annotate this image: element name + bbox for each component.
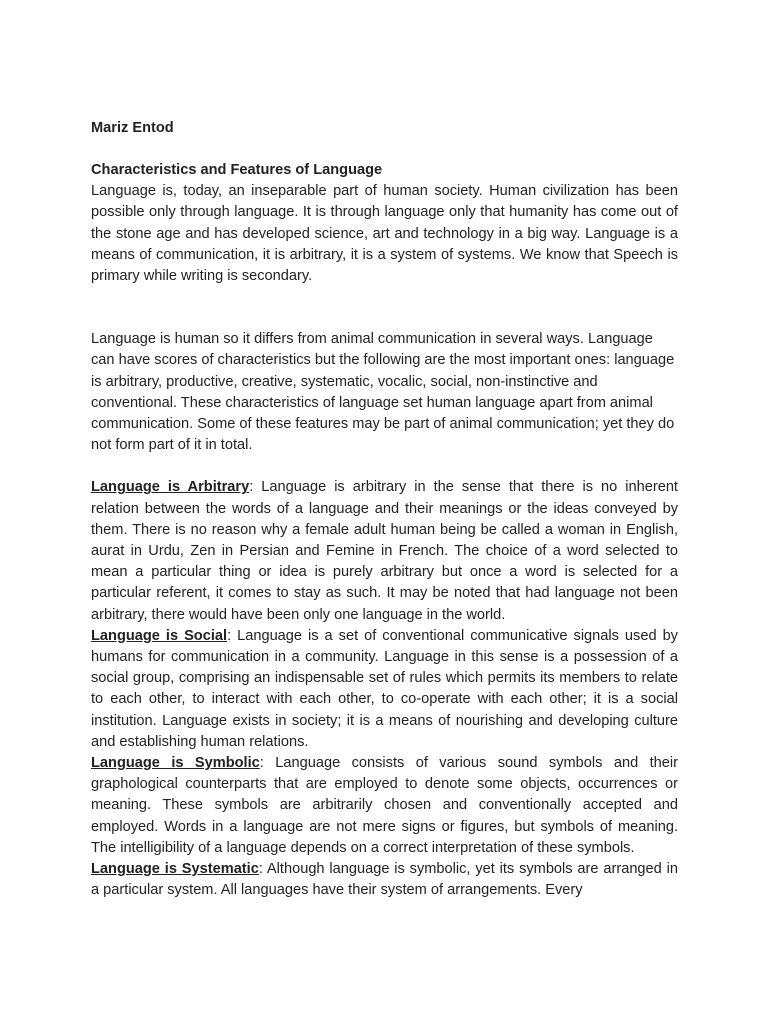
section-arbitrary (91, 477, 678, 625)
section-heading-symbolic: Language is Symbolic (91, 755, 260, 772)
author-name: Mariz Entod (91, 120, 174, 136)
section-body-social: : Language is a set of conventional communicative signals used by humans for communication in a community. Language in this sense is a possession of a social group, comprising an indispensable set of rules which permits its members to relate to each other, to interact with each other, to co-operate with each other; it is a social institution. Language exists in society; it is a means of nourishing and developing culture and establishing human relations. (91, 627, 678, 750)
section-systematic (91, 859, 678, 901)
spacer (91, 139, 678, 160)
section-heading-arbitrary: Language is Arbitrary (91, 479, 250, 496)
section-social (91, 626, 678, 753)
spacer (91, 287, 678, 329)
section-heading-systematic: Language is Systematic (91, 861, 259, 878)
section-body-systematic: : Although language is symbolic, yet its symbols are arranged in a particular system. All languages have their system of arrangements. Every (91, 861, 678, 899)
spacer (91, 456, 678, 477)
second-paragraph: Language is human so it differs from animal communication in several ways. Language can have scores of characteristics but the following are the most important ones: language is arbitrary, productive, creative, systematic, vocalic, social, non-instinctive and conventional. These characteristics of language set human language apart from animal communication. Some of these features may be part of animal communication; yet they do not form part of it in total. (91, 331, 675, 454)
section-body-arbitrary: : Language is arbitrary in the sense that there is no inherent relation between the words of a language and their meanings or the ideas conveyed by them. There is no reason why a female adult human being be called a woman in English, aurat in Urdu, Zen in Persian and Femine in French. The choice of a word selected to mean a particular thing or idea is purely arbitrary but once a word is selected for a particular referent, it comes to stay as such. It may be noted that had language not been arbitrary, there would have been only one language in the world. (91, 479, 678, 623)
section-body-symbolic: : Language consists of various sound symbols and their graphological counterparts that are employed to denote some objects, occurrences or meaning. These symbols are arbitrarily chosen and conventionally accepted and employed. Words in a language are not mere signs or figures, but symbols of meaning. The intelligibility of a language depends on a correct interpretation of these symbols. (91, 755, 678, 856)
document-title: Characteristics and Features of Language (91, 162, 383, 178)
intro-paragraph: Language is, today, an inseparable part of human society. Human civilization has been possible only through language. It is through language only that humanity has come out of the stone age and has developed science, art and technology in a big way. Language is a means of communication, it is arbitrary, it is a system of systems. We know that Speech is primary while writing is secondary. (91, 183, 678, 285)
section-heading-social: Language is Social (91, 627, 228, 644)
document-page (91, 118, 678, 902)
section-symbolic (91, 753, 678, 859)
